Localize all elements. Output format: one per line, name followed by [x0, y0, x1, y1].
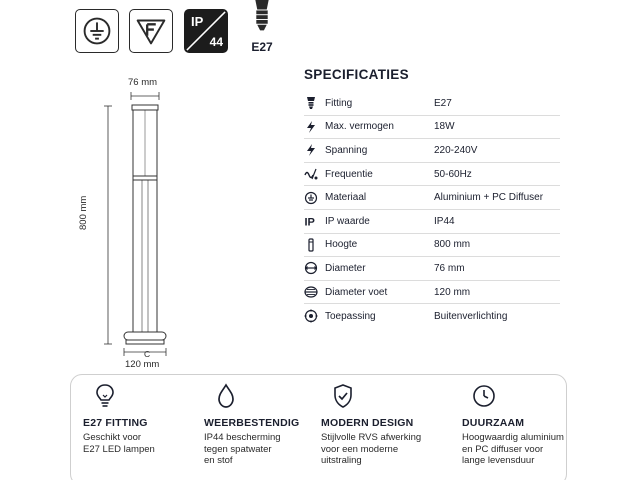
feature-modern-design [321, 383, 439, 467]
feature-title: DUURZAAM [462, 417, 525, 429]
spec-value: Buitenverlichting [434, 310, 508, 322]
spec-value: 76 mm [434, 262, 465, 274]
base-dimension-label: 120 mm [125, 359, 160, 370]
features-panel [70, 374, 567, 480]
spec-row-frequency [304, 163, 560, 187]
shield-check-icon [331, 383, 355, 409]
spec-row-application [304, 304, 560, 328]
ip44-badge [184, 9, 228, 53]
spec-value: IP44 [434, 215, 455, 227]
material-icon [304, 191, 318, 205]
f-mark-icon [130, 10, 172, 52]
specs-table [304, 92, 560, 328]
application-icon [304, 309, 318, 323]
feature-description: Geschikt voor E27 LED lampen [83, 432, 155, 455]
feature-title: WEERBESTENDIG [204, 417, 300, 429]
spec-value: 18W [434, 121, 455, 133]
spec-label: Spanning [325, 144, 368, 156]
specs-title: SPECIFICATIES [304, 67, 409, 82]
ip-icon [304, 214, 318, 228]
feature-title: E27 FITTING [83, 417, 148, 429]
f-mark-badge [129, 9, 173, 53]
ground-symbol-badge [75, 9, 119, 53]
bulb-icon [304, 96, 318, 110]
spec-value: 120 mm [434, 286, 471, 298]
feature-description: Hoogwaardig aluminium en PC diffuser voor lange levensduur [462, 432, 564, 466]
lightning-icon [304, 120, 318, 134]
bollard-technical-drawing [80, 72, 230, 372]
spec-value: 800 mm [434, 239, 471, 251]
spec-row-height [304, 234, 560, 258]
feature-description: IP44 bescherming tegen spatwater en stof [204, 432, 281, 466]
ground-icon [76, 10, 118, 52]
spec-value: E27 [434, 97, 452, 109]
spec-label: IP waarde [325, 215, 370, 227]
base-icon [304, 285, 318, 299]
e27-badge [245, 0, 279, 54]
clock-icon [472, 383, 496, 409]
svg-text:IP: IP [304, 216, 315, 229]
feature-description: Stijlvolle RVS afwerking voor een moderne uitstraling [321, 432, 422, 466]
lightning-icon [304, 143, 318, 157]
spec-row-power [304, 116, 560, 140]
spec-row-fitting [304, 92, 560, 116]
spec-value: Aluminium + PC Diffuser [434, 192, 544, 204]
feature-durable [462, 383, 572, 467]
drop-icon [214, 383, 238, 409]
spec-row-material [304, 186, 560, 210]
feature-fitting [83, 383, 201, 455]
feature-weatherproof [204, 383, 322, 467]
spec-label: Diameter [325, 262, 366, 274]
diameter-icon [304, 261, 318, 275]
height-icon [304, 238, 318, 252]
bulb-outline-icon [93, 383, 117, 409]
e27-badge-label: E27 [251, 40, 273, 54]
width-dimension-label: 76 mm [128, 77, 158, 88]
spec-row-diameter [304, 257, 560, 281]
ip-badge-prefix: IP [191, 14, 204, 29]
spec-label: Frequentie [325, 168, 373, 180]
ip-badge-number: 44 [209, 35, 223, 49]
feature-title: MODERN DESIGN [321, 417, 414, 429]
spec-label: Materiaal [325, 192, 367, 204]
e27-lamp-icon [245, 0, 279, 38]
frequency-icon [304, 167, 318, 181]
spec-label: Toepassing [325, 310, 376, 322]
spec-value: 220-240V [434, 144, 478, 156]
spec-row-base-diameter [304, 281, 560, 305]
spec-label: Max. vermogen [325, 121, 394, 133]
spec-value: 50-60Hz [434, 168, 472, 180]
spec-label: Fitting [325, 97, 353, 109]
base-symbol-label: C [144, 349, 151, 359]
spec-label: Hoogte [325, 239, 358, 251]
spec-row-ip [304, 210, 560, 234]
height-dimension-label: 800 mm [78, 195, 89, 230]
spec-label: Diameter voet [325, 286, 388, 298]
spec-row-voltage [304, 139, 560, 163]
